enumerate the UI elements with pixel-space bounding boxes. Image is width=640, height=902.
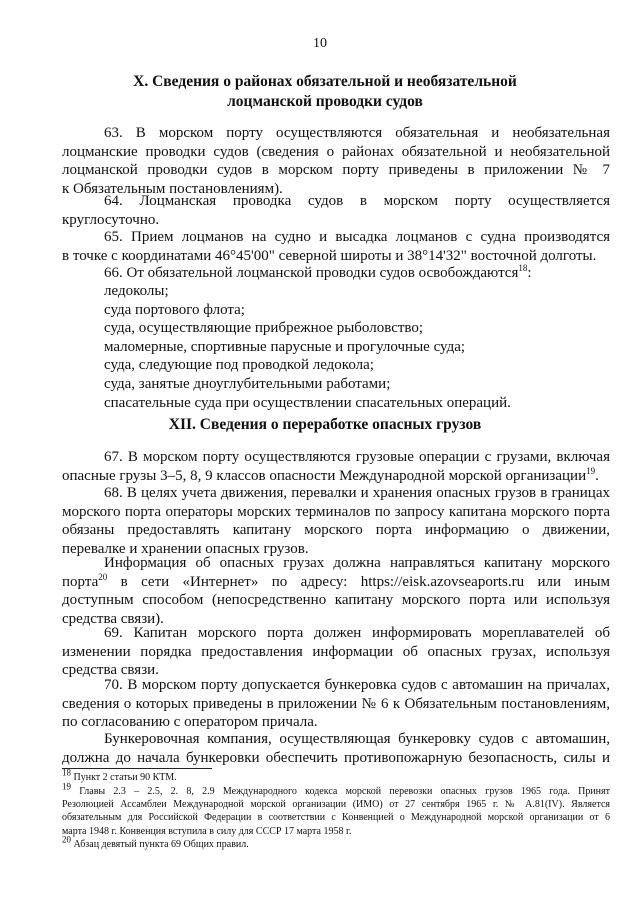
list-item: спасательные суда при осуществлении спасательных операций. — [104, 394, 511, 411]
list-item: ледоколы; — [104, 283, 169, 299]
paragraph-bunkering: Бункеровочная компания, осуществляющая бункеровку судов с автомашин, должна до начала бункеровки обеспечить противопожарную безопасность, силы и — [62, 731, 610, 766]
list-item: суда портового флота; — [104, 301, 245, 318]
footnote-ref-18: 18 — [518, 263, 528, 273]
paragraph-65: 65. Прием лоцманов на судно и высадка лоцманов с судна производятся в точке с координатами 46°45'00" северной широты и 38°14'32" восточной долготы. — [62, 229, 610, 264]
exemption-list — [104, 282, 604, 412]
list-item: суда, занятые дноуглубительными работами; — [104, 375, 391, 392]
paragraph-64: 64. Лоцманская проводка судов в морском порту осуществляется круглосуточно. — [62, 193, 610, 228]
paragraph-dangerous-goods-info: Информация об опасных грузах должна направляться капитану морского порта$^{20}$ в сети «Интернет» по адресу: https://eisk.azovseaports.ru или иным доступным способом (непосредственно капитану морского порта или используя средства связи). — [62, 555, 610, 627]
paragraph-66: 66. От обязательной лоцманской проводки судов освобождаются$^{18}$: — [104, 263, 532, 281]
page-number: 10 — [313, 36, 327, 51]
footnote-18: $^{18}$ Пункт 2 статьи 90 КТМ. — [62, 767, 177, 783]
paragraph-68: 68. В целях учета движения, перевалки и хранения опасных грузов в границах морского порта операторы морских терминалов по запросу капитана морского порта обязаны предоставлять капитану морского порта информацию о движении, перевалке и хранении опасных грузов. — [62, 485, 610, 557]
footnote-separator — [62, 768, 212, 769]
footnote-ref-20: 20 — [98, 571, 108, 582]
list-item: суда, следующие под проводкой ледокола; — [104, 357, 374, 374]
footnote-19: $^{19}$ Главы 2.3 – 2.5, 2. 8, 2.9 Международного кодекса морской перевозки опасных грузов 1965 года. Принят Резолюцией Ассамблеи Международной морской организации (ИМО) от 27 сентября 1965 г. № А.81(IV). Является обязательным для Российской Федерации в соответствии с Конвенцией о Международной морской организации от 6 марта 1948 г. Конвенция вступила в силу для СССР 17 марта 1958 г. — [62, 781, 610, 837]
paragraph-70: 70. В морском порту допускается бункеровка судов с автомашин на причалах, сведения о которых приведены в приложении № 6 к Обязательным постановлениям, по согласованию с оператором причала. — [62, 677, 610, 731]
section-10-heading: X. Сведения о районах обязательной и необязательной лоцманской проводки судов — [133, 73, 517, 110]
list-item: маломерные, спортивные парусные и прогулочные суда; — [104, 338, 466, 355]
paragraph-67: 67. В морском порту осуществляются грузовые операции с грузами, включая опасные грузы 3–5, 8, 9 классов опасности Международной морской организации$^{19}$. — [62, 449, 610, 484]
section-12-heading: XII. Сведения о переработке опасных грузов — [168, 416, 482, 433]
footnote-ref-19: 19 — [586, 465, 596, 476]
list-item: суда, осуществляющие прибрежное рыболовство; — [104, 320, 424, 337]
footnote-20: $^{20}$ Абзац девятый пункта 69 Общих правил. — [62, 834, 249, 850]
paragraph-63: 63. В морском порту осуществляются обязательная и необязательная лоцманские проводки судов (сведения о районах обязательной и необязательной лоцманской проводки судов в морском порту приведены в приложении № 7 к Обязательным постановлениям). — [62, 125, 610, 197]
paragraph-69: 69. Капитан морского порта должен информировать мореплавателей об изменении порядка предоставления информации об опасных грузах, используя средства связи. — [62, 625, 610, 679]
